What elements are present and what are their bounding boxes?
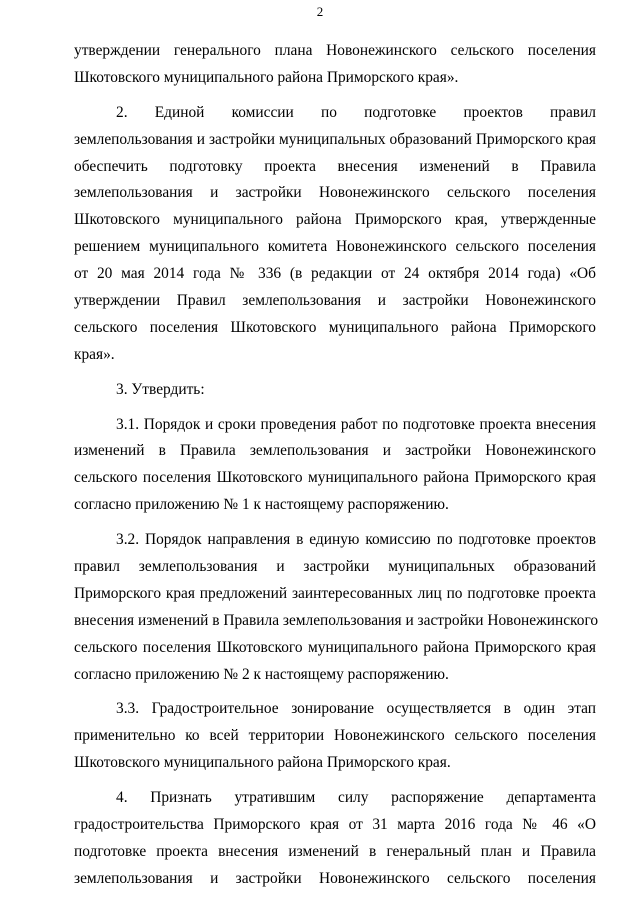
text-line: согласно приложению № 1 к настоящему распоряжению. xyxy=(74,496,449,514)
page-number: 2 xyxy=(316,4,324,19)
text-line: землепользования и застройки Новонежинского сельского поселения xyxy=(74,869,596,887)
text-line: решением муниципального комитета Новонежинского сельского поселения xyxy=(74,238,596,256)
text-line: Шкотовского муниципального района Приморского края, утвержденные xyxy=(74,211,596,229)
text-line: градостроительства Приморского края от 31 марта 2016 года № 46 «О xyxy=(74,816,596,834)
text-line: согласно приложению № 2 к настоящему распоряжению. xyxy=(74,665,449,683)
text-line: сельского поселения Шкотовского муниципального района Приморского края xyxy=(74,469,596,487)
paragraph-item-3-1 xyxy=(74,412,596,520)
text-line: Приморского края предложений заинтересованных лиц по подготовке проекта xyxy=(74,584,596,602)
text-line: 2. Единой комиссии по подготовке проектов правил xyxy=(116,103,596,121)
text-line: применительно ко всей территории Новонежинского сельского поселения xyxy=(74,727,596,745)
text-line: землепользования и застройки Новонежинского сельского поселения xyxy=(74,184,596,202)
text-line: 3. Утвердить: xyxy=(116,380,205,398)
text-line: сельского поселения Шкотовского муниципального района Приморского края xyxy=(74,638,596,656)
text-line: землепользования и застройки муниципальных образований Приморского края xyxy=(74,130,596,148)
text-line: от 20 мая 2014 года № 336 (в редакции от 24 октября 2014 года) «Об xyxy=(74,265,596,283)
document-body xyxy=(74,38,599,893)
text-line: подготовке проекта внесения изменений в генеральный план и Правила xyxy=(74,842,596,860)
text-line: утверждении Правил землепользования и застройки Новонежинского xyxy=(74,292,596,310)
paragraph-item-3-3 xyxy=(74,696,596,777)
text-line: 3.3. Градостроительное зонирование осуществляется в один этап xyxy=(116,700,596,718)
text-line: 3.2. Порядок направления в единую комиссию по подготовке проектов xyxy=(116,531,596,549)
text-line: 4. Признать утратившим силу распоряжение департамента xyxy=(116,789,596,807)
text-line: обеспечить подготовку проекта внесения изменений в Правила xyxy=(74,157,596,175)
text-line: края». xyxy=(74,345,115,363)
text-line: Шкотовского муниципального района Приморского края. xyxy=(74,754,451,772)
text-line: правил землепользования и застройки муниципальных образований xyxy=(74,558,596,576)
paragraph-item-3 xyxy=(74,377,596,404)
text-line: сельского поселения Шкотовского муниципального района Приморского xyxy=(74,318,596,336)
text-line: внесения изменений в Правила землепользования и застройки Новонежинского xyxy=(74,611,599,629)
text-line: Шкотовского муниципального района Приморского края». xyxy=(74,68,459,86)
text-line: изменений в Правила землепользования и застройки Новонежинского xyxy=(74,442,596,460)
text-line: утверждении генерального плана Новонежинского сельского поселения xyxy=(74,42,596,59)
paragraph-continuation xyxy=(74,38,596,92)
text-line: 3.1. Порядок и сроки проведения работ по подготовке проекта внесения xyxy=(116,415,596,433)
paragraph-item-2 xyxy=(74,100,596,369)
paragraph-item-3-2 xyxy=(74,527,599,688)
paragraph-item-4 xyxy=(74,785,596,893)
